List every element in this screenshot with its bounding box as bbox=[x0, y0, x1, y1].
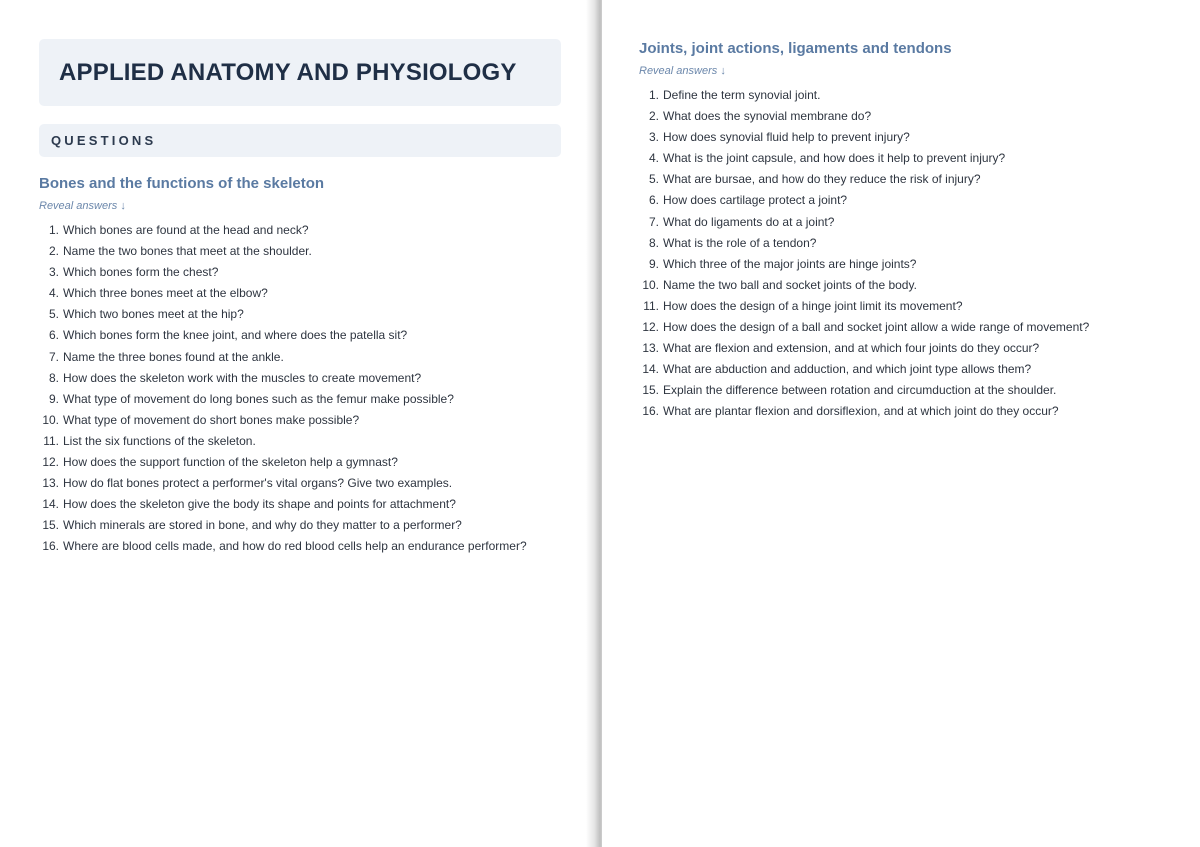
question-item bbox=[39, 220, 579, 241]
questions-heading: QUESTIONS bbox=[51, 133, 157, 148]
reveal-answers-link[interactable]: Reveal answers ↓ bbox=[639, 65, 726, 77]
left-page bbox=[0, 0, 598, 847]
question-text: Define the term synovial joint. bbox=[663, 88, 821, 102]
question-text: What are plantar flexion and dorsiflexion, and at which joint do they occur? bbox=[663, 404, 1059, 419]
question-item bbox=[639, 317, 1179, 338]
question-text: What is the joint capsule, and how does it help to prevent injury? bbox=[663, 151, 1006, 166]
question-item bbox=[639, 233, 1179, 254]
question-item bbox=[639, 212, 1179, 233]
question-text: Explain the difference between rotation and circumduction at the shoulder. bbox=[663, 383, 1057, 398]
question-number: 4. bbox=[648, 151, 659, 166]
question-item bbox=[639, 338, 1179, 359]
question-number: 7. bbox=[48, 349, 59, 364]
question-number: 5. bbox=[48, 307, 59, 322]
question-item bbox=[39, 494, 579, 515]
question-text: What type of movement do short bones make possible? bbox=[63, 412, 360, 427]
question-item bbox=[39, 325, 579, 346]
question-text: How does the support function of the skeleton help a gymnast? bbox=[63, 455, 398, 470]
question-text: Which three of the major joints are hinge joints? bbox=[663, 256, 917, 271]
question-item bbox=[39, 515, 579, 536]
question-number: 1. bbox=[648, 88, 659, 102]
question-number: 15. bbox=[42, 518, 59, 533]
question-item bbox=[639, 106, 1179, 127]
question-item bbox=[639, 148, 1179, 169]
question-number: 16. bbox=[642, 404, 659, 419]
question-number: 5. bbox=[648, 172, 659, 187]
question-number: 11. bbox=[43, 433, 59, 448]
question-item bbox=[639, 296, 1179, 317]
question-text: What is the role of a tendon? bbox=[663, 235, 817, 250]
question-text: How does the design of a hinge joint limit its movement? bbox=[663, 298, 963, 313]
question-text: Name the two bones that meet at the shoulder. bbox=[63, 244, 312, 259]
question-text: Which bones form the chest? bbox=[63, 265, 219, 280]
question-item bbox=[639, 380, 1179, 401]
question-number: 3. bbox=[648, 130, 659, 145]
question-text: Which bones form the knee joint, and where does the patella sit? bbox=[63, 328, 408, 343]
question-text: How does synovial fluid help to prevent injury? bbox=[663, 130, 910, 145]
question-number: 9. bbox=[648, 256, 659, 271]
section-bones bbox=[39, 174, 579, 558]
question-text: What do ligaments do at a joint? bbox=[663, 214, 835, 229]
title-banner bbox=[39, 39, 561, 106]
question-number: 14. bbox=[42, 497, 59, 512]
question-item bbox=[39, 389, 579, 410]
question-number: 16. bbox=[42, 539, 59, 554]
question-number: 14. bbox=[642, 362, 659, 377]
question-item bbox=[39, 452, 579, 473]
question-item bbox=[639, 359, 1179, 380]
question-number: 15. bbox=[642, 383, 659, 398]
question-number: 12. bbox=[42, 455, 59, 470]
question-item bbox=[39, 262, 579, 283]
question-number: 10. bbox=[42, 412, 59, 427]
question-number: 7. bbox=[648, 214, 659, 229]
question-number: 6. bbox=[48, 328, 59, 343]
question-text: How does the skeleton give the body its shape and points for attachment? bbox=[63, 497, 456, 512]
reveal-answers-link[interactable]: Reveal answers ↓ bbox=[39, 200, 126, 212]
question-text: Which three bones meet at the elbow? bbox=[63, 286, 268, 301]
question-number: 8. bbox=[48, 370, 59, 385]
question-number: 6. bbox=[648, 193, 659, 208]
question-text: How does cartilage protect a joint? bbox=[663, 193, 848, 208]
question-text: Name the two ball and socket joints of the body. bbox=[663, 277, 917, 292]
question-text: Name the three bones found at the ankle. bbox=[63, 349, 284, 364]
question-text: List the six functions of the skeleton. bbox=[63, 433, 256, 448]
question-number: 10. bbox=[642, 277, 659, 292]
question-text: Which bones are found at the head and neck? bbox=[63, 223, 309, 237]
section-joints bbox=[639, 39, 1179, 423]
question-item bbox=[639, 190, 1179, 211]
question-item bbox=[39, 536, 579, 557]
question-item bbox=[39, 304, 579, 325]
question-number: 13. bbox=[42, 476, 59, 491]
question-item bbox=[639, 275, 1179, 296]
section-heading: Bones and the functions of the skeleton bbox=[39, 175, 325, 192]
question-text: Where are blood cells made, and how do red blood cells help an endurance performer? bbox=[63, 539, 527, 554]
question-number: 2. bbox=[48, 244, 59, 259]
document-title: APPLIED ANATOMY AND PHYSIOLOGY bbox=[59, 58, 517, 86]
question-item bbox=[639, 127, 1179, 148]
question-number: 8. bbox=[648, 235, 659, 250]
question-number: 3. bbox=[48, 265, 59, 280]
question-text: Which minerals are stored in bone, and why do they matter to a performer? bbox=[63, 518, 462, 533]
question-item bbox=[39, 431, 579, 452]
question-text: What are abduction and adduction, and which joint type allows them? bbox=[663, 362, 1032, 377]
question-number: 4. bbox=[48, 286, 59, 301]
question-number: 11. bbox=[643, 298, 659, 313]
question-text: How do flat bones protect a performer's vital organs? Give two examples. bbox=[63, 476, 453, 491]
question-item bbox=[639, 169, 1179, 190]
question-item bbox=[39, 347, 579, 368]
question-item bbox=[39, 473, 579, 494]
question-text: What are bursae, and how do they reduce the risk of injury? bbox=[663, 172, 981, 187]
question-number: 13. bbox=[642, 341, 659, 356]
question-item bbox=[39, 241, 579, 262]
question-number: 9. bbox=[48, 391, 59, 406]
question-text: What are flexion and extension, and at which four joints do they occur? bbox=[663, 341, 1040, 356]
question-list bbox=[39, 220, 579, 558]
question-item bbox=[39, 283, 579, 304]
question-list bbox=[639, 85, 1179, 423]
question-text: What does the synovial membrane do? bbox=[663, 109, 872, 124]
question-number: 2. bbox=[648, 109, 659, 124]
question-number: 1. bbox=[48, 223, 59, 237]
question-text: Which two bones meet at the hip? bbox=[63, 307, 244, 322]
question-text: How does the design of a ball and socket joint allow a wide range of movement? bbox=[663, 320, 1090, 335]
question-item bbox=[639, 254, 1179, 275]
question-item bbox=[639, 85, 1179, 106]
question-item bbox=[39, 368, 579, 389]
question-number: 12. bbox=[642, 320, 659, 335]
question-text: How does the skeleton work with the muscles to create movement? bbox=[63, 370, 422, 385]
questions-banner bbox=[39, 124, 561, 157]
section-heading: Joints, joint actions, ligaments and tendons bbox=[639, 40, 952, 57]
question-text: What type of movement do long bones such as the femur make possible? bbox=[63, 391, 454, 406]
question-item bbox=[639, 401, 1179, 422]
question-item bbox=[39, 410, 579, 431]
